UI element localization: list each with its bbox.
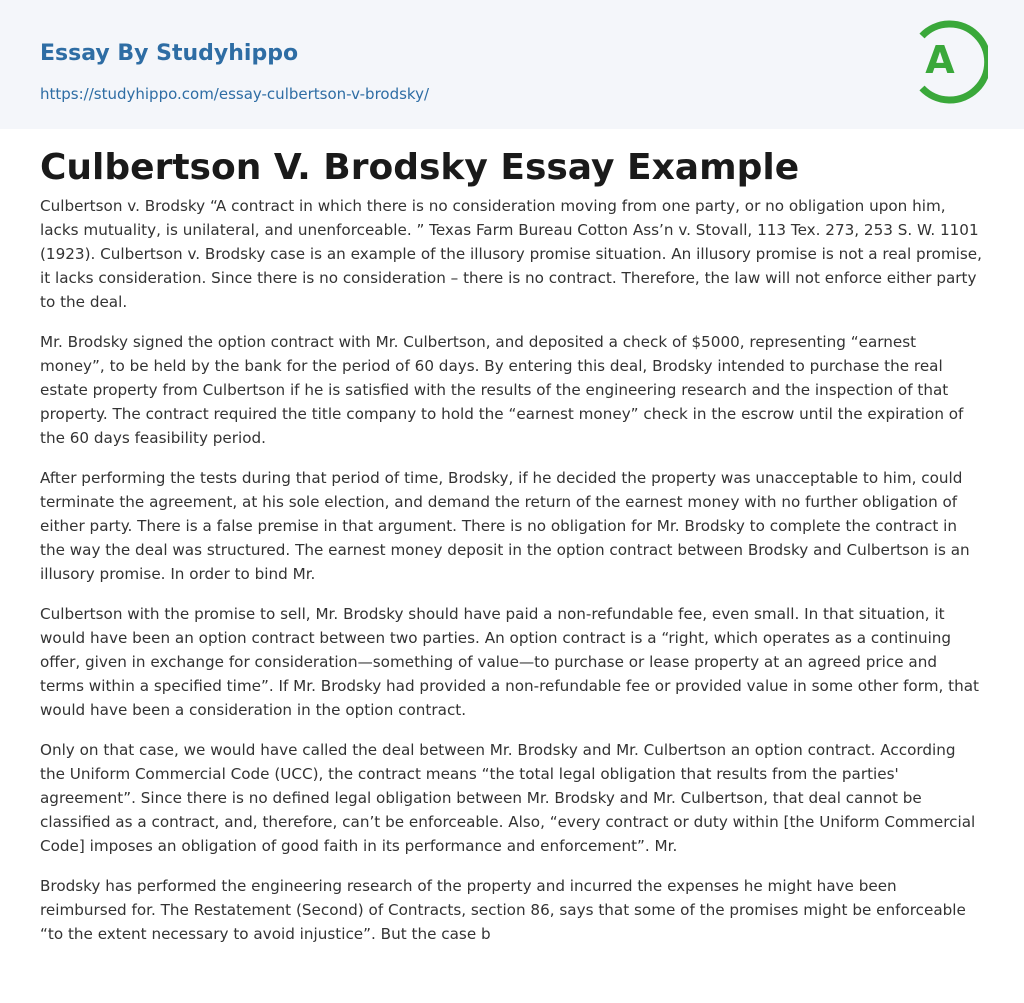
paragraph: Brodsky has performed the engineering research of the property and incurred the expenses he might have been reimbursed for. The Restatement (Second) of Contracts, section 86, says that some of the promises might be enforceable “to the extent necessary to avoid injustice”. But the case b (40, 877, 966, 943)
page-title: Culbertson V. Brodsky Essay Example (40, 147, 800, 188)
site-header (0, 0, 1024, 129)
studyhippo-logo-icon[interactable] (912, 18, 988, 106)
paragraph: Culbertson with the promise to sell, Mr. Brodsky should have paid a non-refundable fee, even small. In that situation, it would have been an option contract between two parties. An option contract is a “right, which operates as a continuing offer, given in exchange for consideration—something of value—to purchase or lease property at an agreed price and terms within a specified time”. If Mr. Brodsky had provided a non-refundable fee or provided value in some other form, that would have been a consideration in the option contract. (40, 605, 979, 719)
paragraph: Mr. Brodsky signed the option contract with Mr. Culbertson, and deposited a check of $5000, representing “earnest money”, to be held by the bank for the period of 60 days. By entering this deal, Brodsky intended to purchase the real estate property from Culbertson if he is satisfied with the results of the engineering research and the inspection of that property. The contract required the title company to hold the “earnest money” check in the escrow until the expiration of the 60 days feasibility period. (40, 333, 964, 447)
paragraph: Culbertson v. Brodsky “A contract in which there is no consideration moving from one party, or no obligation upon him, lacks mutuality, is unilateral, and unenforceable. ” Texas Farm Bureau Cotton Ass’n v. Stovall, 113 Tex. 273, 253 S. W. 1101 (1923). Culbertson v. Brodsky case is an example of the illusory promise situation. An illusory promise is not a real promise, it lacks consideration. Since there is no consideration – there is no contract. Therefore, the law will not enforce either party to the deal. (40, 197, 982, 311)
site-brand[interactable]: Essay By Studyhippo (40, 41, 299, 66)
logo-letter: A (925, 38, 955, 82)
article-body (40, 194, 984, 962)
page-url-link[interactable]: https://studyhippo.com/essay-culbertson-v-brodsky/ (40, 85, 430, 103)
paragraph: After performing the tests during that period of time, Brodsky, if he decided the property was unacceptable to him, could terminate the agreement, at his sole election, and demand the return of the earnest money with no further obligation of either party. There is a false premise in that argument. There is no obligation for Mr. Brodsky to complete the contract in the way the deal was structured. The earnest money deposit in the option contract between Brodsky and Culbertson is an illusory promise. In order to bind Mr. (40, 469, 970, 583)
paragraph: Only on that case, we would have called the deal between Mr. Brodsky and Mr. Culbertson an option contract. According the Uniform Commercial Code (UCC), the contract means “the total legal obligation that results from the parties' agreement”. Since there is no defined legal obligation between Mr. Brodsky and Mr. Culbertson, that deal cannot be classified as a contract, and, therefore, can’t be enforceable. Also, “every contract or duty within [the Uniform Commercial Code] imposes an obligation of good faith in its performance and enforcement”. Mr. (40, 741, 976, 855)
